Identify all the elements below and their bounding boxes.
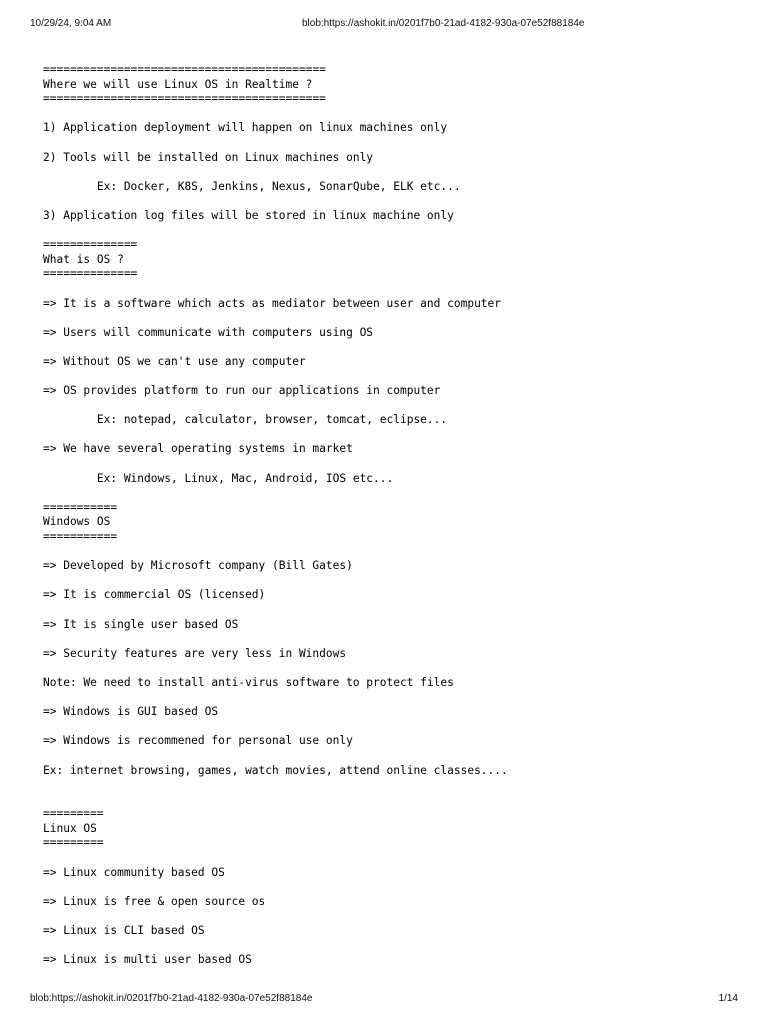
section-rule: =========== [43, 530, 118, 543]
section-rule: ========= [43, 836, 104, 850]
blank-line [43, 880, 743, 895]
blank-line [43, 909, 743, 924]
blank-line [43, 691, 743, 706]
text-line: => Security features are very less in Windows [43, 646, 347, 660]
blank-line [43, 632, 743, 647]
blank-line [43, 457, 743, 472]
blank-line [43, 545, 743, 560]
text-line: => Windows is recommened for personal use only [43, 734, 353, 748]
blank-line [43, 749, 743, 764]
section-rule: ========= [43, 807, 104, 821]
text-line: => Linux is free & open source os [43, 894, 266, 908]
blank-line [43, 369, 743, 384]
blank-line [43, 165, 743, 180]
text-line: => Linux community based OS [43, 865, 225, 879]
text-line: Ex: Docker, K8S, Jenkins, Nexus, SonarQube, ELK etc... [43, 179, 461, 193]
blank-line [43, 661, 743, 676]
text-line: Windows OS [43, 515, 111, 529]
page-number: 1/14 [718, 993, 738, 1004]
blank-line [43, 851, 743, 866]
section-rule: ============== [43, 238, 138, 252]
text-line: => It is commercial OS (licensed) [43, 588, 266, 602]
print-header [30, 18, 738, 32]
blank-line [43, 778, 743, 793]
blank-line [43, 428, 743, 443]
text-line: Where we will use Linux OS in Realtime ? [43, 77, 313, 91]
print-footer [30, 993, 738, 1007]
text-line: => Linux is CLI based OS [43, 924, 205, 938]
blank-line [43, 224, 743, 239]
blank-line [43, 574, 743, 589]
blank-line [43, 486, 743, 501]
text-line: => We have several operating systems in market [43, 442, 353, 456]
text-line: => OS provides platform to run our applications in computer [43, 384, 441, 398]
blank-line [43, 107, 743, 122]
text-line: => Developed by Microsoft company (Bill Gates) [43, 559, 353, 573]
blank-line [43, 340, 743, 355]
blank-line [43, 136, 743, 151]
text-line: What is OS ? [43, 252, 124, 266]
blank-line [43, 194, 743, 209]
section-rule: =========== [43, 500, 118, 514]
section-rule: ========================================== [43, 92, 326, 106]
print-datetime: 10/29/24, 9:04 AM [30, 18, 112, 29]
blank-line [43, 311, 743, 326]
text-line: => Users will communicate with computers using OS [43, 325, 374, 339]
text-line: Ex: notepad, calculator, browser, tomcat, eclipse... [43, 413, 448, 427]
blank-line [43, 399, 743, 414]
text-line: => Windows is GUI based OS [43, 705, 219, 719]
blank-line [43, 939, 743, 954]
text-line: Ex: internet browsing, games, watch movies, attend online classes.... [43, 763, 508, 777]
text-line: => Without OS we can't use any computer [43, 354, 306, 368]
text-line: Note: We need to install anti-virus software to protect files [43, 675, 454, 689]
text-line: 2) Tools will be installed on Linux machines only [43, 150, 374, 164]
text-line: 3) Application log files will be stored in linux machine only [43, 208, 454, 222]
text-line: => It is a software which acts as mediator between user and computer [43, 296, 502, 310]
print-title: blob:https://ashokit.in/0201f7b0-21ad-4182-930a-07e52f88184e [302, 18, 585, 29]
print-url: blob:https://ashokit.in/0201f7b0-21ad-4182-930a-07e52f88184e [30, 993, 313, 1004]
blank-line [43, 282, 743, 297]
document-body [43, 63, 743, 968]
blank-line [43, 720, 743, 735]
text-line: => It is single user based OS [43, 617, 239, 631]
section-rule: ============== [43, 267, 138, 281]
text-line: => Linux is multi user based OS [43, 953, 252, 967]
section-rule: ========================================== [43, 63, 326, 76]
text-line: 1) Application deployment will happen on linux machines only [43, 121, 448, 135]
blank-line [43, 793, 743, 808]
blank-line [43, 603, 743, 618]
text-line: Ex: Windows, Linux, Mac, Android, IOS etc... [43, 471, 394, 485]
text-line: Linux OS [43, 821, 97, 835]
